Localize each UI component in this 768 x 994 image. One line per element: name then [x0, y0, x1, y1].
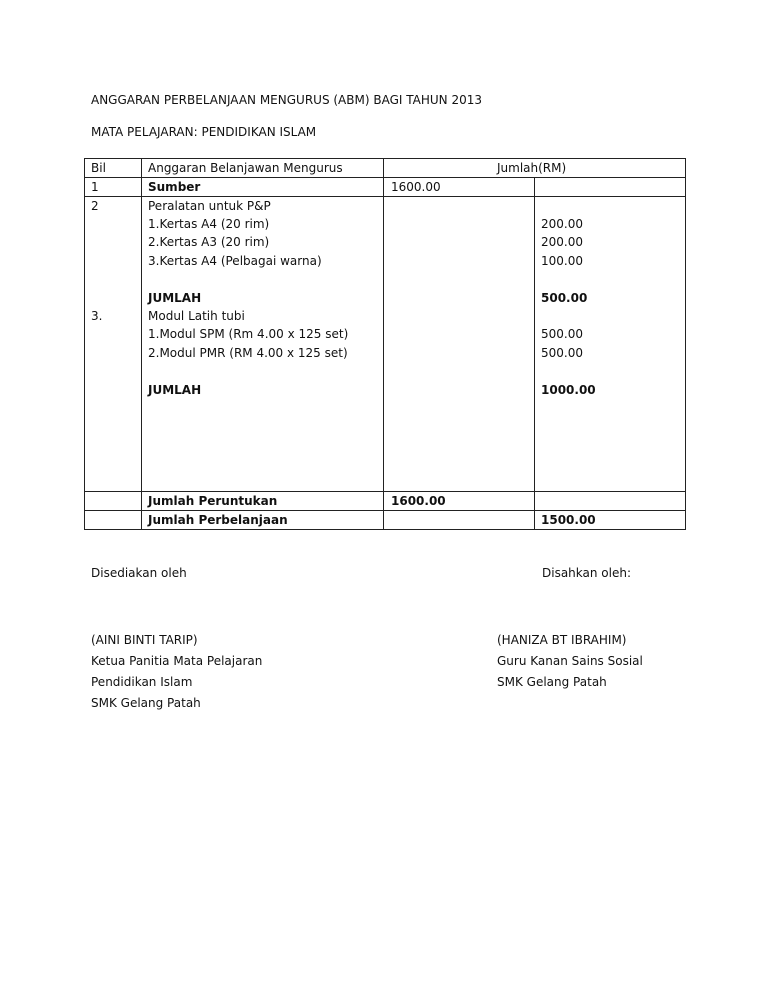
item-line: 1.Modul SPM (Rm 4.00 x 125 set): [148, 327, 349, 341]
prepared-by-school: SMK Gelang Patah: [91, 696, 201, 710]
item-amount: 200.00: [541, 217, 583, 231]
prepared-by-name: (AINI BINTI TARIP): [91, 633, 198, 647]
item-amount: 500.00: [541, 327, 583, 341]
prepared-by-dept: Pendidikan Islam: [91, 675, 193, 689]
item-line: 2.Kertas A3 (20 rim): [148, 235, 270, 249]
item-amount: 200.00: [541, 235, 583, 249]
row1-bil: 1: [91, 180, 99, 194]
row3-bil: 3.: [91, 309, 103, 323]
document-title: ANGGARAN PERBELANJAAN MENGURUS (ABM) BAGI TAHUN 2013: [91, 93, 482, 107]
table-border-col1: [141, 158, 142, 530]
approved-by-caption: Disahkan oleh:: [542, 566, 632, 580]
item-subtotal-amount: 1000.00: [541, 383, 596, 397]
item-subtotal-label: JUMLAH: [148, 383, 202, 397]
total-expenditure-label: Jumlah Perbelanjaan: [148, 513, 288, 527]
subject-line: MATA PELAJARAN: PENDIDIKAN ISLAM: [91, 125, 317, 139]
row1-item: Sumber: [148, 180, 201, 194]
table-border-col3: [534, 177, 535, 530]
item-amount: 100.00: [541, 254, 583, 268]
total-allocation-amount: 1600.00: [391, 494, 446, 508]
prepared-by-role: Ketua Panitia Mata Pelajaran: [91, 654, 263, 668]
total-allocation-label: Jumlah Peruntukan: [148, 494, 278, 508]
item-line: Peralatan untuk P&P: [148, 199, 271, 213]
approved-by-name: (HANIZA BT IBRAHIM): [497, 633, 627, 647]
approved-by-school: SMK Gelang Patah: [497, 675, 607, 689]
item-line: 2.Modul PMR (RM 4.00 x 125 set): [148, 346, 348, 360]
approved-by-role: Guru Kanan Sains Sosial: [497, 654, 643, 668]
item-line: Modul Latih tubi: [148, 309, 245, 323]
header-bil: Bil: [91, 161, 106, 175]
table-border-bottom: [84, 529, 686, 530]
prepared-by-caption: Disediakan oleh: [91, 566, 187, 580]
table-border-right: [685, 158, 686, 530]
item-subtotal-amount: 500.00: [541, 291, 588, 305]
row1-amount: 1600.00: [391, 180, 441, 194]
header-item: Anggaran Belanjawan Mengurus: [148, 161, 343, 175]
row2-bil: 2: [91, 199, 99, 213]
table-border-col2: [383, 158, 384, 530]
item-amount: 500.00: [541, 346, 583, 360]
table-border-left: [84, 158, 85, 530]
header-amount: Jumlah(RM): [497, 161, 567, 175]
item-line: 1.Kertas A4 (20 rim): [148, 217, 270, 231]
item-subtotal-label: JUMLAH: [148, 291, 202, 305]
item-line: 3.Kertas A4 (Pelbagai warna): [148, 254, 322, 268]
total-expenditure-amount: 1500.00: [541, 513, 596, 527]
